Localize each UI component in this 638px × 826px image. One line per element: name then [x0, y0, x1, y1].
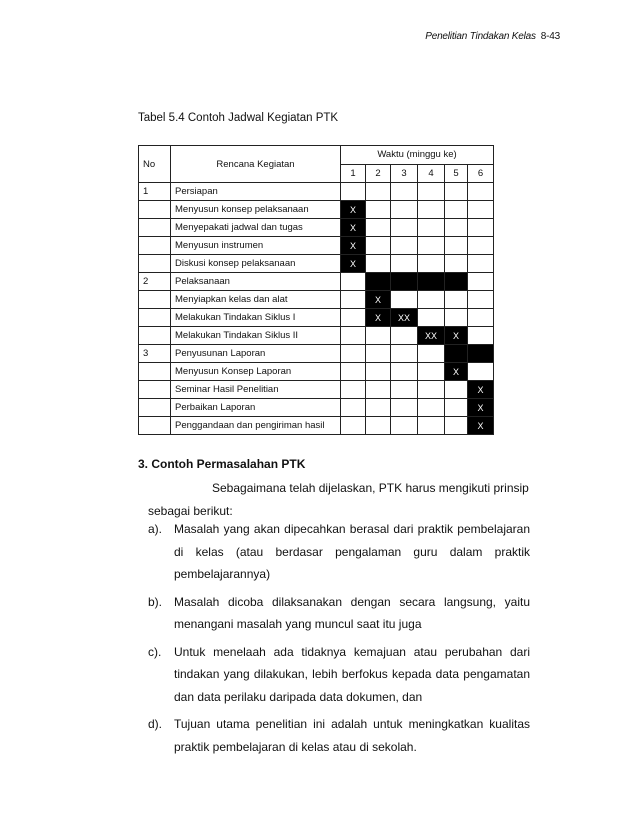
activity-name: Melakukan Tindakan Siklus I — [171, 309, 341, 327]
schedule-cell: X — [468, 417, 494, 435]
schedule-cell — [391, 345, 418, 363]
schedule-cell — [391, 183, 418, 201]
schedule-cell — [391, 363, 418, 381]
table-row — [139, 345, 494, 363]
schedule-cell — [391, 417, 418, 435]
list-item — [148, 518, 530, 586]
schedule-cell — [468, 201, 494, 219]
schedule-cell: X — [468, 399, 494, 417]
schedule-cell — [341, 345, 366, 363]
schedule-cell — [445, 381, 468, 399]
schedule-cell — [445, 273, 468, 291]
schedule-cell — [341, 291, 366, 309]
schedule-cell — [391, 201, 418, 219]
schedule-cell — [366, 183, 391, 201]
schedule-cell — [418, 219, 445, 237]
activity-name: Diskusi konsep pelaksanaan — [171, 255, 341, 273]
row-number: 3 — [139, 345, 171, 363]
list-item-text: Untuk menelaah ada tidaknya kemajuan atau perubahan dari tindakan yang dilakukan, lebih berfokus kepada data pengamatan dan data perilaku daripada data dokumen, dan — [174, 644, 530, 704]
schedule-cell: X — [445, 327, 468, 345]
header-no: No — [139, 146, 171, 183]
schedule-cell — [366, 237, 391, 255]
schedule-cell — [366, 363, 391, 381]
schedule-cell — [468, 363, 494, 381]
schedule-cell — [445, 399, 468, 417]
week-header-cell: 1 — [341, 164, 366, 183]
schedule-cell — [468, 345, 494, 363]
schedule-cell — [366, 327, 391, 345]
schedule-cell — [468, 219, 494, 237]
schedule-cell — [445, 255, 468, 273]
section-title: 3. Contoh Permasalahan PTK — [138, 457, 306, 471]
table-row — [139, 255, 494, 273]
activity-name: Pelaksanaan — [171, 273, 341, 291]
schedule-cell — [468, 237, 494, 255]
list-item — [148, 641, 530, 709]
week-header-cell: 6 — [468, 164, 494, 183]
schedule-cell: X — [341, 255, 366, 273]
schedule-table-body — [139, 146, 494, 435]
schedule-cell — [418, 309, 445, 327]
activity-name: Menyusun Konsep Laporan — [171, 363, 341, 381]
schedule-cell — [341, 183, 366, 201]
row-number — [139, 363, 171, 381]
schedule-cell — [341, 381, 366, 399]
activity-name: Menyiapkan kelas dan alat — [171, 291, 341, 309]
row-number — [139, 399, 171, 417]
schedule-cell — [418, 183, 445, 201]
schedule-cell — [468, 273, 494, 291]
list-item-text: Masalah dicoba dilaksanakan dengan secara langsung, yaitu menangani masalah yang muncul saat itu juga — [174, 594, 530, 631]
schedule-table — [138, 145, 494, 435]
header-waktu: Waktu (minggu ke) — [341, 146, 494, 165]
list-item-text: Tujuan utama penelitian ini adalah untuk meningkatkan kualitas praktik pembelajaran di kelas atau di sekolah. — [174, 717, 530, 754]
schedule-cell — [418, 417, 445, 435]
table-row — [139, 381, 494, 399]
row-number: 1 — [139, 183, 171, 201]
schedule-cell — [445, 183, 468, 201]
schedule-cell — [445, 345, 468, 363]
page-header — [425, 31, 560, 42]
schedule-cell — [418, 399, 445, 417]
schedule-cell — [445, 291, 468, 309]
activity-name: Penyusunan Laporan — [171, 345, 341, 363]
schedule-cell — [418, 237, 445, 255]
schedule-cell — [445, 309, 468, 327]
schedule-cell — [341, 273, 366, 291]
table-row — [139, 309, 494, 327]
table-row — [139, 201, 494, 219]
principle-list — [148, 518, 530, 763]
schedule-cell — [341, 363, 366, 381]
schedule-cell: X — [445, 363, 468, 381]
schedule-cell — [468, 327, 494, 345]
schedule-cell — [391, 381, 418, 399]
table-row — [139, 291, 494, 309]
schedule-cell — [418, 273, 445, 291]
table-row — [139, 237, 494, 255]
list-item-label: a). — [148, 522, 163, 536]
schedule-cell — [391, 237, 418, 255]
schedule-cell — [366, 219, 391, 237]
schedule-cell — [366, 201, 391, 219]
schedule-cell — [341, 417, 366, 435]
list-item-label: b). — [148, 594, 163, 609]
schedule-cell — [366, 399, 391, 417]
activity-name: Melakukan Tindakan Siklus II — [171, 327, 341, 345]
activity-name: Persiapan — [171, 183, 341, 201]
schedule-cell — [445, 201, 468, 219]
schedule-cell — [341, 309, 366, 327]
row-number — [139, 309, 171, 327]
activity-name: Seminar Hasil Penelitian — [171, 381, 341, 399]
table-row — [139, 183, 494, 201]
schedule-cell — [468, 255, 494, 273]
list-item-text: Masalah yang akan dipecahkan berasal dari praktik pembelajaran di kelas (atau berdasar pengalaman guru dalam praktik pembelajarannya) — [174, 522, 530, 581]
schedule-cell: X — [366, 291, 391, 309]
schedule-cell — [468, 183, 494, 201]
schedule-cell — [418, 381, 445, 399]
schedule-cell: XX — [391, 309, 418, 327]
activity-name: Menyusun instrumen — [171, 237, 341, 255]
schedule-cell — [418, 291, 445, 309]
schedule-cell — [391, 327, 418, 345]
schedule-cell — [366, 255, 391, 273]
schedule-cell — [341, 327, 366, 345]
row-number — [139, 381, 171, 399]
schedule-cell: XX — [418, 327, 445, 345]
list-item — [148, 713, 530, 758]
schedule-cell: X — [341, 219, 366, 237]
week-header-cell: 2 — [366, 164, 391, 183]
intro-paragraph: Sebagaimana telah dijelaskan, PTK harus mengikuti prinsip sebagai berikut: — [148, 481, 529, 518]
header-kegiatan: Rencana Kegiatan — [171, 146, 341, 183]
schedule-cell — [391, 399, 418, 417]
table-row — [139, 273, 494, 291]
row-number — [139, 237, 171, 255]
schedule-cell: X — [366, 309, 391, 327]
table-row — [139, 399, 494, 417]
table-header-row — [139, 146, 494, 165]
schedule-cell — [418, 201, 445, 219]
schedule-cell — [391, 255, 418, 273]
schedule-cell: X — [341, 237, 366, 255]
schedule-cell — [366, 381, 391, 399]
schedule-cell: X — [468, 381, 494, 399]
schedule-cell — [341, 399, 366, 417]
schedule-cell — [445, 417, 468, 435]
list-item-label: c). — [148, 644, 162, 659]
activity-name: Menyepakati jadwal dan tugas — [171, 219, 341, 237]
table-row — [139, 219, 494, 237]
schedule-cell — [445, 219, 468, 237]
schedule-cell — [418, 363, 445, 381]
list-item-label: d). — [148, 717, 163, 731]
list-item — [148, 591, 530, 636]
activity-name: Penggandaan dan pengiriman hasil — [171, 417, 341, 435]
schedule-cell — [468, 291, 494, 309]
schedule-cell — [366, 273, 391, 291]
schedule-cell — [366, 417, 391, 435]
schedule-cell: X — [341, 201, 366, 219]
row-number: 2 — [139, 273, 171, 291]
table-caption: Tabel 5.4 Contoh Jadwal Kegiatan PTK — [138, 112, 339, 124]
row-number — [139, 291, 171, 309]
schedule-cell — [391, 291, 418, 309]
week-header-cell: 4 — [418, 164, 445, 183]
schedule-cell — [445, 237, 468, 255]
row-number — [139, 417, 171, 435]
table-row — [139, 363, 494, 381]
schedule-cell — [418, 345, 445, 363]
row-number — [139, 255, 171, 273]
table-row — [139, 327, 494, 345]
page-number: 8-43 — [540, 31, 560, 42]
schedule-cell — [366, 345, 391, 363]
week-header-cell: 5 — [445, 164, 468, 183]
row-number — [139, 327, 171, 345]
activity-name: Perbaikan Laporan — [171, 399, 341, 417]
table-row — [139, 417, 494, 435]
week-header-cell: 3 — [391, 164, 418, 183]
header-title: Penelitian Tindakan Kelas — [425, 31, 536, 42]
activity-name: Menyusun konsep pelaksanaan — [171, 201, 341, 219]
row-number — [139, 201, 171, 219]
schedule-cell — [391, 273, 418, 291]
schedule-cell — [391, 219, 418, 237]
schedule-cell — [468, 309, 494, 327]
schedule-cell — [418, 255, 445, 273]
row-number — [139, 219, 171, 237]
